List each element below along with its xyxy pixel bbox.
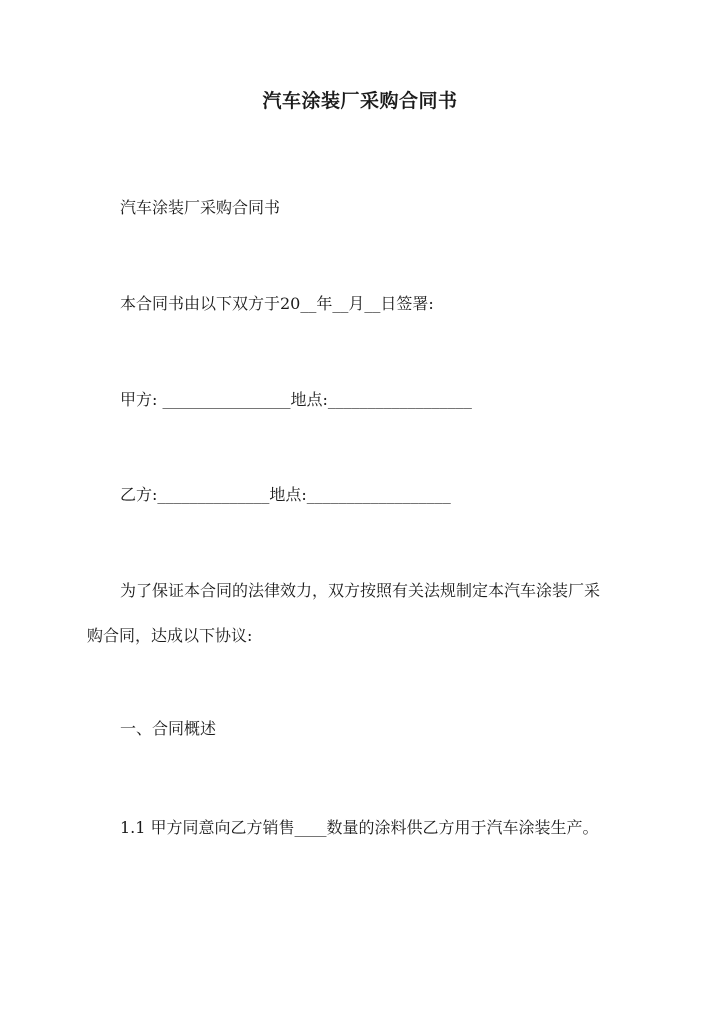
party-a-line: 甲方: ________________地点:__________________ — [120, 390, 472, 409]
signing-date-line: 本合同书由以下双方于20__年__月__日签署: — [120, 294, 434, 313]
section-1-heading: 一、合同概述 — [120, 719, 217, 738]
intro-paragraph-line-1: 为了保证本合同的法律效力，双方按照有关法规制定本汽车涂装厂采 — [120, 581, 601, 600]
party-b-line: 乙方:______________地点:__________________ — [120, 485, 451, 504]
intro-paragraph-line-2: 购合同，达成以下协议: — [87, 626, 253, 645]
document-subtitle: 汽车涂装厂采购合同书 — [120, 198, 281, 217]
clause-1-1: 1.1 甲方同意向乙方销售____数量的涂料供乙方用于汽车涂装生产。 — [120, 818, 599, 837]
document-title: 汽车涂装厂采购合同书 — [262, 90, 458, 112]
